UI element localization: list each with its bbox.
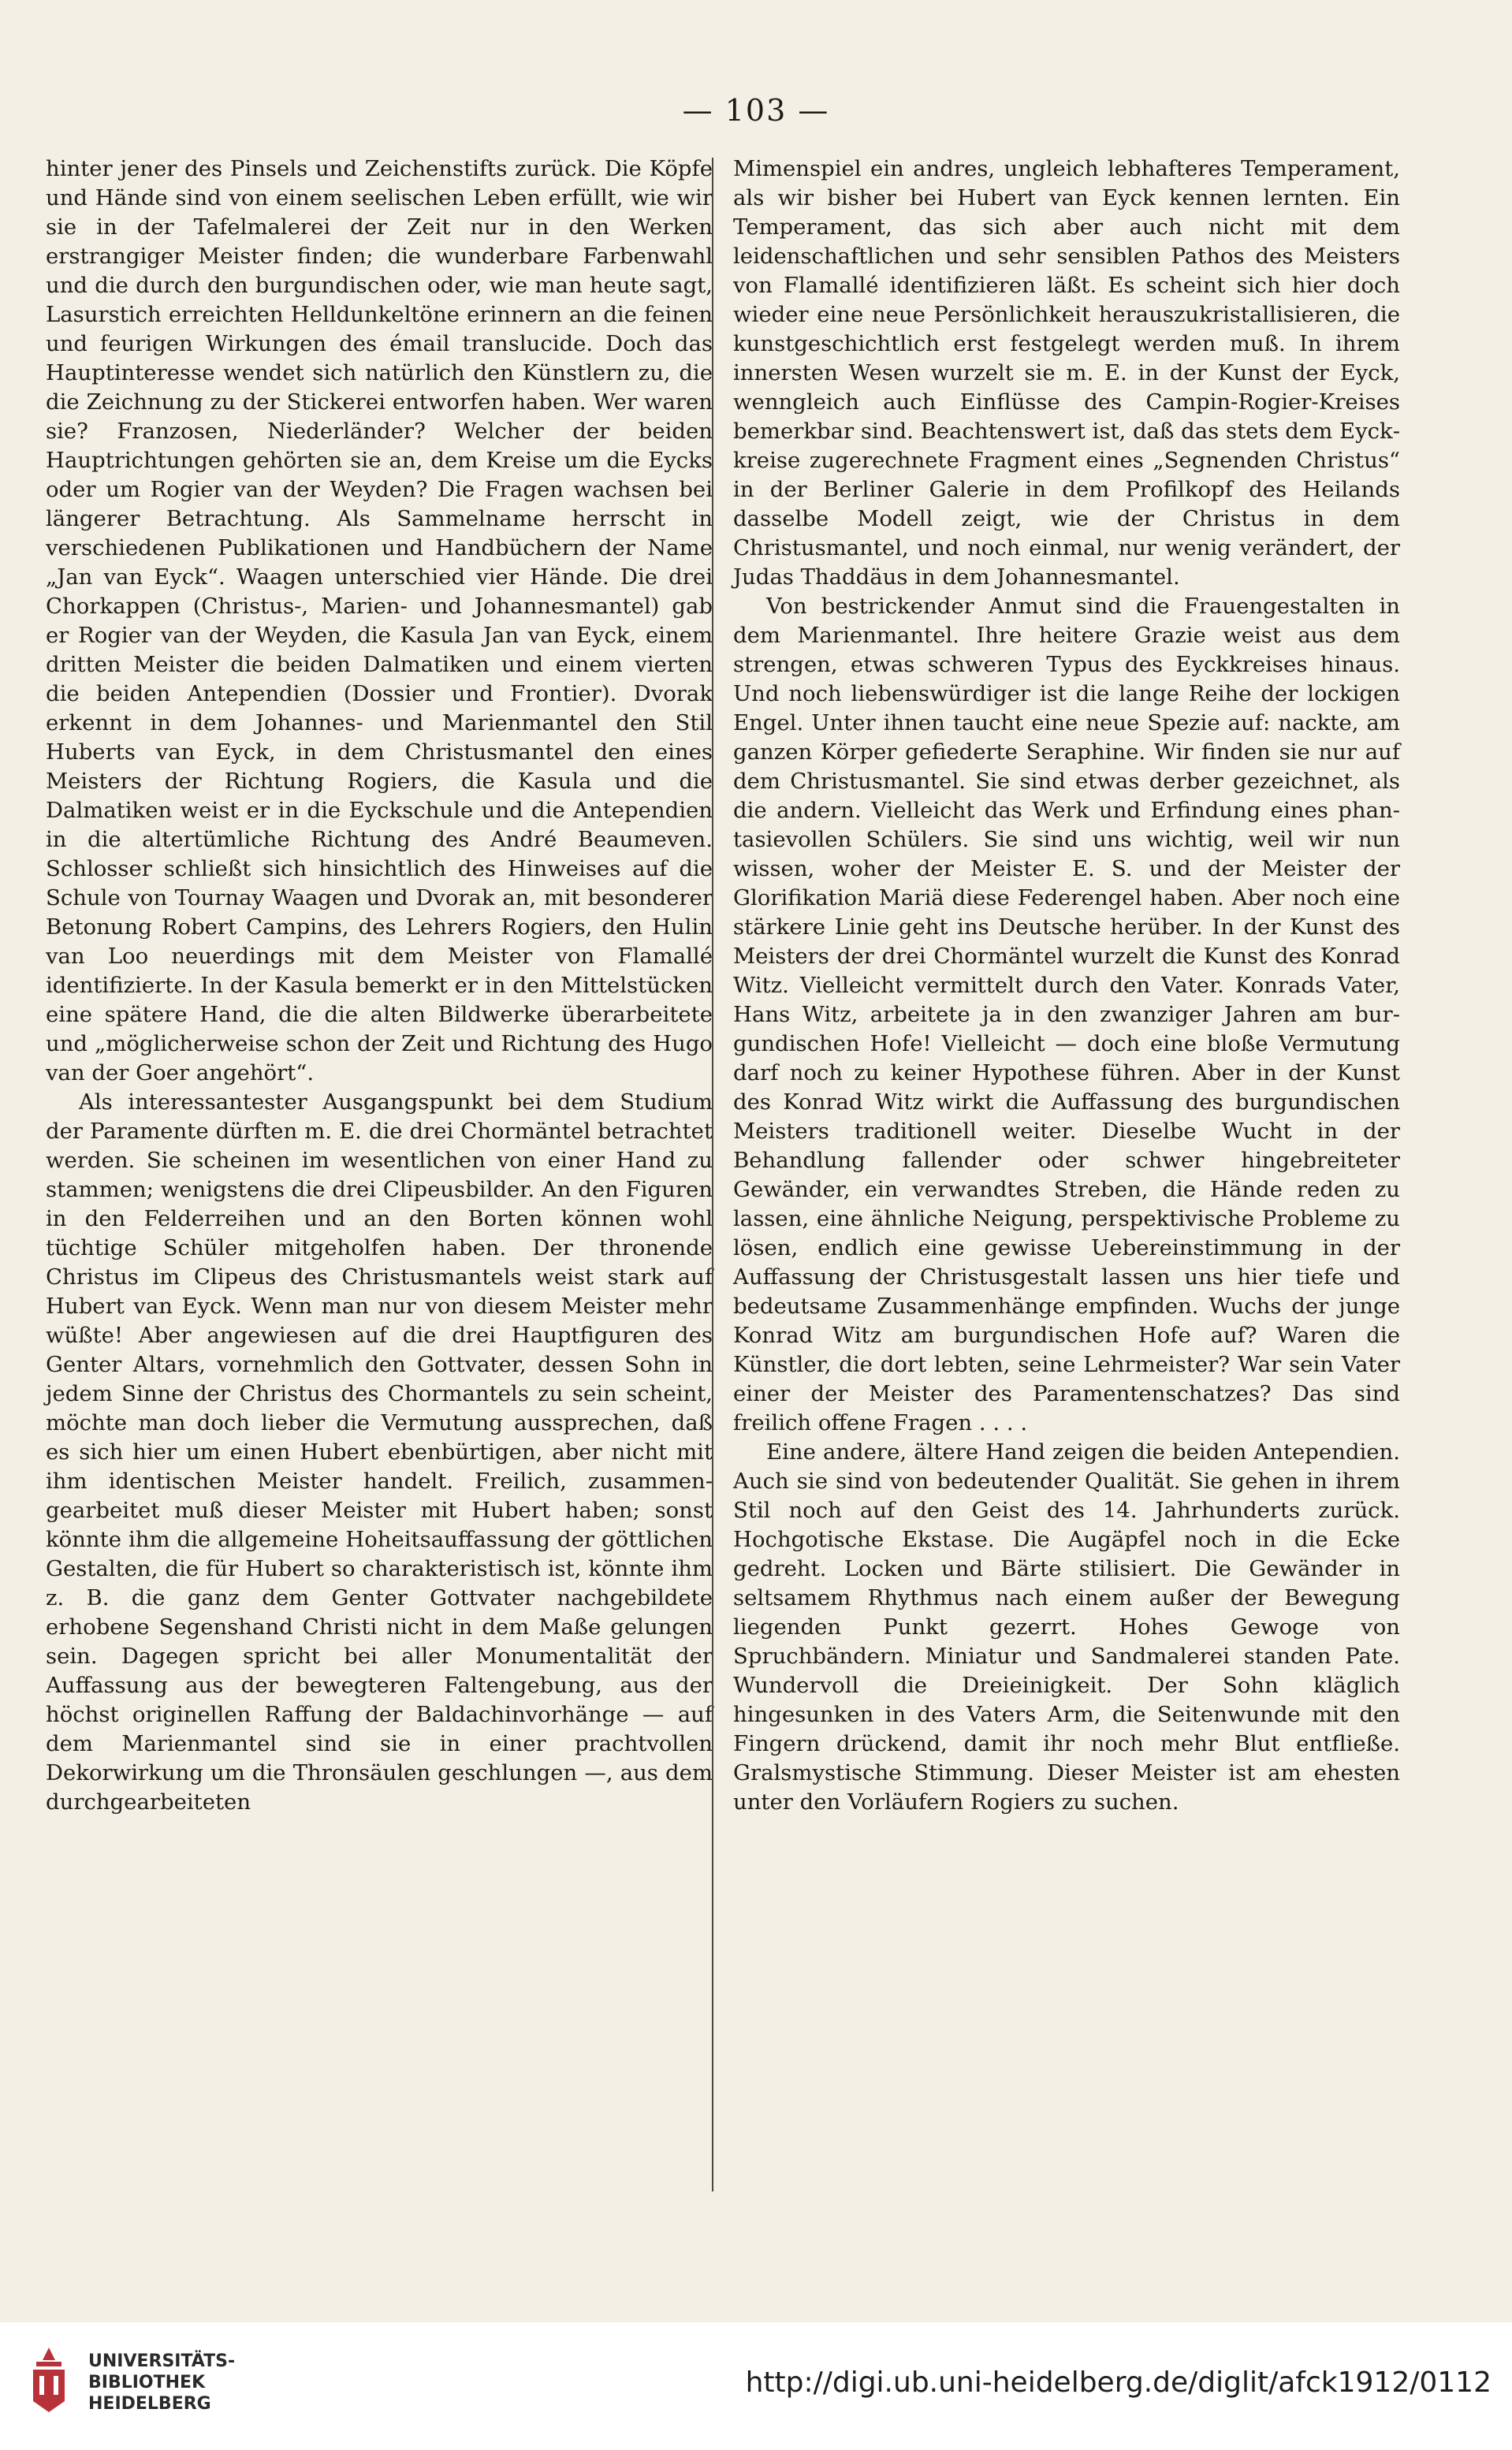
column-divider xyxy=(712,158,713,2191)
paragraph: Eine andere, ältere Hand zeigen die beiden Antependien. Auch sie sind von bedeutender Qualität. Sie gehen in ihrem Stil noch auf den Geist des 14. Jahrhunderts zurück. Hochgotische Ekstase. Die Augäpfel noch in die Ecke gedreht. Locken und Bärte stilisiert. Die Gewänder in seltsamem Rhythmus nach einem außer der Bewegung liegenden Punkt gezerrt. Hohes Gewoge von Spruchbändern. Miniatur und Sandmalerei standen Pate. Wundervoll die Dreieinigkeit. Der Sohn kläglich hingesunken in des Vaters Arm, die Seitenwunde mit den Fingern drückend, damit ihr noch mehr Blut entfließe. Gralsmystische Stimmung. Dieser Meister ist am ehesten unter den Vorläufern Rogiers zu suchen. xyxy=(733,1439,1400,1815)
footer-bar xyxy=(0,2322,1512,2450)
paragraph: Als interessantester Ausgangspunkt bei dem Studium der Paramente dürften m. E. die drei Chormäntel betrachtet werden. Sie scheinen im wesentlichen von einer Hand zu stammen; wenigstens die drei Clipeusbilder. An den Figuren in den Felderreihen und an den Borten können wohl tüchtige Schüler mitgeholfen haben. Der thronende Christus im Clipeus des Christusmantels weist stark auf Hubert van Eyck. Wenn man nur von diesem Meister mehr wüßte! Aber angewiesen auf die drei Hauptfiguren des Genter Altars, vornehmlich den Gottvater, dessen Sohn in jedem Sinne der Christus des Chormantels zu sein scheint, möchte man doch lieber die Vermutung aussprechen, daß es sich hier um einen Hubert ebenbürtigen, aber nicht mit ihm identischen Meister handelt. Freilich, zusammengearbeitet muß dieser Meister mit Hubert haben; sonst könnte ihm die allgemeine Hoheitsauffassung der göttlichen Gestalten, die für Hubert so charakteristisch ist, könnte ihm z. B. die ganz dem Genter Gottvater nachgebildete erhobene Segenshand Christi nicht in dem Maße gelungen sein. Dagegen spricht bei aller Monumentalität der Auffassung aus der bewegteren Faltengebung, aus der höchst originellen Raffung der Baldachinvorhänge — auf dem Marienmantel sind sie in einer prachtvollen Dekorwirkung um die Thronsäulen geschlungen —, aus dem durchgearbeiteten xyxy=(46,1089,713,1815)
source-url-link[interactable]: http://digi.ub.uni-heidelberg.de/diglit/afck1912/0112 xyxy=(745,2366,1492,2399)
text-column-left xyxy=(46,155,713,2204)
institution-line: HEIDELBERG xyxy=(88,2394,211,2414)
university-seal-icon xyxy=(25,2346,73,2414)
institution-line: UNIVERSITÄTS- xyxy=(88,2351,236,2371)
paragraph: hinter jener des Pinsels und Zeichenstifts zurück. Die Köpfe und Hände sind von einem seelischen Leben erfüllt, wie wir sie in der Tafelmalerei der Zeit nur in den Werken erstrangiger Meister finden; die wunderbare Farbenwahl und die durch den burgundischen oder, wie man heute sagt, Lasurstich erreichten Helldunkeltöne erinnern an die feinen und feurigen Wirkungen des émail translucide. Doch das Hauptinteresse wendet sich natürlich den Künstlern zu, die die Zeichnung zu der Stickerei entworfen haben. Wer waren sie? Franzosen, Niederländer? Welcher der beiden Hauptrichtungen gehörten sie an, dem Kreise um die Eycks oder um Rogier van der Weyden? Die Fragen wachsen bei längerer Betrachtung. Als Sammelname herrscht in verschiedenen Publikationen und Handbüchern der Name „Jan van Eyck“. Waagen unterschied vier Hände. Die drei Chorkappen (Christus-, Marien- und Johannesmantel) gab er Rogier van der Weyden, die Kasula Jan van Eyck, einem dritten Meister die beiden Dalmatiken und einem vierten die beiden Antependien (Dossier und Frontier). Dvorak erkennt in dem Johannes- und Marienmantel den Stil Huberts van Eyck, in dem Christusmantel den eines Meisters der Richtung Rogiers, die Kasula und die Dalmatiken weist er in die Eyckschule und die Antependien in die altertümliche Richtung des André Beaumeven. Schlosser schließt sich hinsichtlich des Hinweises auf die Schule von Tournay Waagen und Dvorak an, mit besonderer Betonung Robert Campins, des Lehrers Rogiers, den Hulin van Loo neuerdings mit dem Meister von Flamallé identifizierte. In der Kasula bemerkt er in den Mittelstücken eine spätere Hand, die die alten Bildwerke überarbeitete und „möglicherweise schon der Zeit und Richtung des Hugo van der Goer angehört“. xyxy=(46,156,713,1085)
text-column-right xyxy=(733,155,1400,2204)
paragraph: Mimenspiel ein andres, ungleich lebhafteres Temperament, als wir bisher bei Hubert van Eyck kennen lernten. Ein Temperament, das sich aber auch nicht mit dem leidenschaftlichen und sehr sensiblen Pathos des Meisters von Flamallé identifizieren läßt. Es scheint sich hier doch wieder eine neue Persönlichkeit herauszukristallisieren, die kunstgeschichtlich erst festgelegt werden muß. In ihrem innersten Wesen wurzelt sie m. E. in der Kunst der Eyck, wenngleich auch Einflüsse des Campin-Rogier-Kreises bemerkbar sind. Beachtenswert ist, daß das stets dem Eyckkreise zugerechnete Fragment eines „Segnenden Christus“ in der Berliner Galerie in dem Profilkopf des Heilands dasselbe Modell zeigt, wie der Christus in dem Christusmantel, und noch einmal, nur wenig verändert, der Judas Thaddäus in dem Johannesmantel. xyxy=(733,156,1400,590)
institution-name xyxy=(88,2351,235,2415)
paragraph: Von bestrickender Anmut sind die Frauengestalten in dem Marienmantel. Ihre heitere Grazie weist aus dem strengen, etwas schweren Typus des Eyckkreises hinaus. Und noch liebenswürdiger ist die lange Reihe der lockigen Engel. Unter ihnen taucht eine neue Spezie auf: nackte, am ganzen Körper gefiederte Seraphine. Wir finden sie nur auf dem Christusmantel. Sie sind etwas derber gezeichnet, als die andern. Vielleicht das Werk und Erfindung eines phantasievollen Schülers. Sie sind uns wichtig, weil wir nun wissen, woher der Meister E. S. und der Meister der Glorifikation Mariä diese Federengel haben. Aber noch eine stärkere Linie geht ins Deutsche herüber. In der Kunst des Meisters der drei Chormäntel wurzelt die Kunst des Konrad Witz. Vielleicht vermittelt durch den Vater. Konrads Vater, Hans Witz, arbeitete ja in den zwanziger Jahren am burgundischen Hofe! Vielleicht — doch eine bloße Vermutung darf noch zu keiner Hypothese führen. Aber in der Kunst des Konrad Witz wirkt die Auffassung des burgundischen Meisters traditionell weiter. Dieselbe Wucht in der Behandlung fallender oder schwer hingebreiteter Gewänder, ein verwandtes Streben, die Hände reden zu lassen, eine ähnliche Neigung, perspektivische Probleme zu lösen, endlich eine gewisse Uebereinstimmung in der Auffassung der Christusgestalt lassen uns hier tiefe und bedeutsame Zusammenhänge empfinden. Wuchs der junge Konrad Witz am burgundischen Hofe auf? Waren die Künstler, die dort lebten, seine Lehrmeister? War sein Vater einer der Meister des Paramentenschatzes? Das sind freilich offene Fragen . . . . xyxy=(733,594,1400,1435)
page-number: — 103 — xyxy=(682,93,830,128)
institution-line: BIBLIOTHEK xyxy=(88,2373,206,2392)
